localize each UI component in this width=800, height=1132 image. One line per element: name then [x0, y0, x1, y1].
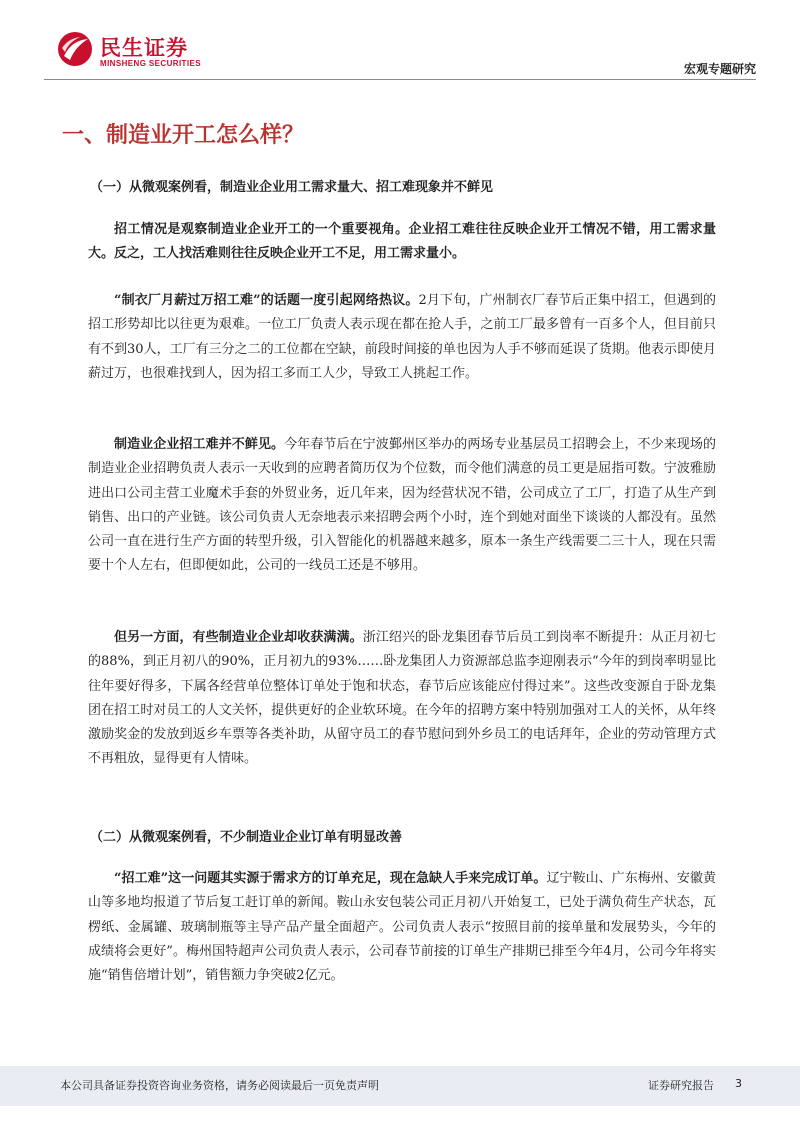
- paragraph-5-bold: “招工难”这一问题其实源于需求方的订单充足，现在急缺人手来完成订单。: [114, 871, 547, 886]
- subsection-title-2: （二）从微观案例看，不少制造业企业订单有明显改善: [90, 830, 403, 845]
- paragraph-5: [88, 867, 716, 988]
- subsection-title-1: （一）从微观案例看，制造业企业用工需求量大、招工难现象并不鲜见: [90, 180, 494, 195]
- paragraph-3-bold: 制造业企业招工难并不鲜见。: [114, 437, 285, 452]
- paragraph-2-bold: “制衣厂月薪过万招工难”的话题一度引起网络热议。: [114, 293, 419, 308]
- page-footer: [0, 1066, 800, 1106]
- paragraph-3: [88, 433, 716, 579]
- footer-report-kind: 证券研究报告: [648, 1079, 714, 1092]
- paragraph-4-bold: 但另一方面，有些制造业企业却收获满满。: [114, 630, 363, 645]
- report-type-label: 宏观专题研究: [683, 62, 756, 76]
- header-divider: [44, 79, 756, 80]
- page-number: 3: [735, 1077, 742, 1090]
- paragraph-5-text: 辽宁鞍山、广东梅州、安徽黄山等多地均报道了节后复工赶订单的新闻。鞍山永安包装公司正月初八开始复工，已处于满负荷生产状态，瓦楞纸、金属罐、玻璃制瓶等主导产品产量全面超产。公司负责人表示“按照目前的接单量和发展势头，今年的成绩将会更好”。梅州国特超声公司负责人表示，公司春节前接的订单生产排期已排至今年4月，公司今年将实施“销售倍增计划”，销售额力争突破2亿元。: [88, 871, 716, 984]
- logo-chinese-name: 民生证券: [100, 36, 188, 60]
- paragraph-1-bold: 招工情况是观察制造业企业开工的一个重要视角。企业招工难往往反映企业开工情况不错，用工需求量大。反之，工人找活难则往往反映企业开工不足，用工需求量小。: [88, 222, 716, 262]
- logo-mark-icon: [56, 30, 94, 68]
- footer-disclaimer: 本公司具备证券投资咨询业务资格，请务必阅读最后一页免责声明: [60, 1079, 379, 1092]
- paragraph-2-text: 2月下旬，广州制衣厂春节后正集中招工，但遇到的招工形势却比以往更为艰难。一位工厂负责人表示现在都在抢人手，之前工厂最多曾有一百多个人，但目前只有不到30人，工厂有三分之二的工位都在空缺，前段时间接的单也因为人手不够而延误了货期。他表示即使月薪过万，也很难找到人，因为招工多而工人少，导致工人挑起工作。: [88, 293, 716, 381]
- paragraph-4-text: 浙江绍兴的卧龙集团春节后员工到岗率不断提升：从正月初七的88%，到正月初八的90%，正月初九的93%……卧龙集团人力资源部总监李迎刚表示“今年的到岗率明显比往年要好得多，下属各经营单位整体订单处于饱和状态，春节后应该能应付得过来”。这些改变源自于卧龙集团在招工时对员工的人文关怀，提供更好的企业软环境。在今年的招聘方案中特别加强对工人的关怀，从年终激励奖金的发放到返乡车票等各类补助，从留守员工的春节慰问到外乡员工的电话拜年，企业的劳动管理方式不再粗放，显得更有人情味。: [88, 630, 716, 767]
- section-title: 一、制造业开工怎么样？: [62, 123, 305, 148]
- company-logo: [56, 30, 236, 72]
- logo-english-name: MINSHENG SECURITIES: [100, 59, 201, 68]
- paragraph-3-text: 今年春节后在宁波鄞州区举办的两场专业基层员工招聘会上，不少来现场的制造业企业招聘负责人表示一天收到的应聘者简历仅为个位数，而令他们满意的员工更是屈指可数。宁波雅励进出口公司主营工业魔术手套的外贸业务，近几年来，因为经营状况不错，公司成立了工厂，打造了从生产到销售、出口的产业链。该公司负责人无奈地表示来招聘会两个小时，连个到她对面坐下谈谈的人都没有。虽然公司一直在进行生产方面的转型升级，引入智能化的机器越来越多，原本一条生产线需要二三十人，现在只需要十个人左右，但即便如此，公司的一线员工还是不够用。: [88, 437, 716, 574]
- paragraph-2: [88, 289, 716, 386]
- paragraph-1: [88, 218, 716, 267]
- paragraph-4: [88, 626, 716, 772]
- page-header: [0, 0, 800, 80]
